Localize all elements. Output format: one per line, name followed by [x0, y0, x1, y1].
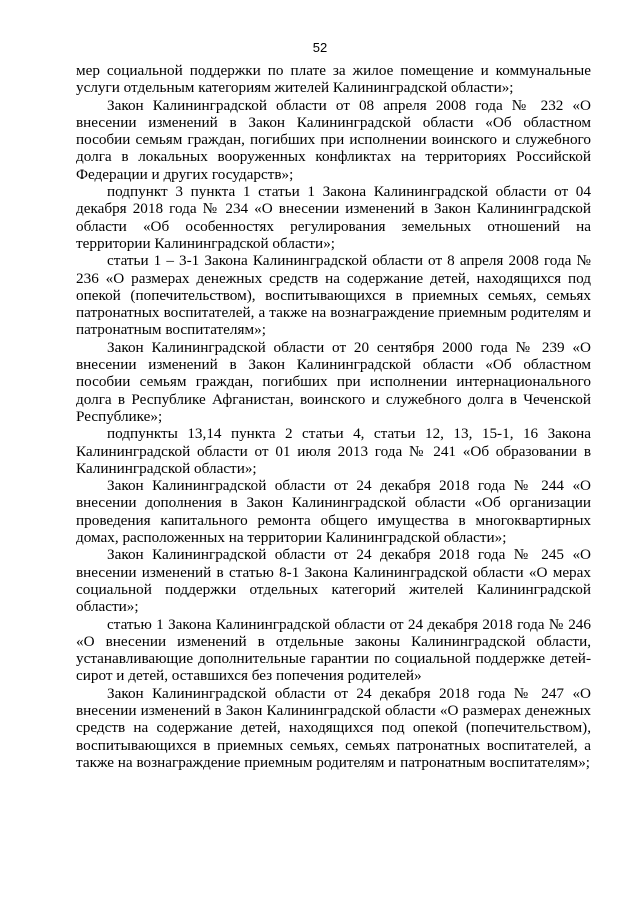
paragraph-law-246: статью 1 Закона Калининградской области от 24 декабря 2018 года № 246 «О внесении изменений в отдельные законы Калининградской области, устанавливающие дополнительные гарантии по социальной поддержке детей-сирот и детей, оставшихся без попечения родителей» [76, 615, 591, 685]
paragraph-law-236: статьи 1 – 3-1 Закона Калининградской области от 8 апреля 2008 года № 236 «О размерах денежных средств на содержание детей, находящихся под опекой (попечительством), воспитывающихся в приемных семьях, семьях патронатных воспитателей, а также на вознаграждение приемным родителям и патронатным воспитателям»; [76, 252, 591, 339]
paragraph-law-247: Закон Калининградской области от 24 декабря 2018 года № 247 «О внесении изменений в Закон Калининградской области «О размерах денежных средств на содержание детей, находящихся под опекой (попечительством), воспитывающихся в приемных семьях, семьях патронатных воспитателей, а также на вознаграждение приемным родителям и патронатным воспитателям»; [76, 684, 591, 771]
paragraph-law-245: Закон Калининградской области от 24 декабря 2018 года № 245 «О внесении изменений в статью 8-1 Закона Калининградской области «О мерах социальной поддержки отдельных категорий жителей Калининградской области»; [76, 546, 591, 616]
page-number: 52 [312, 40, 328, 55]
document-body [76, 62, 591, 771]
paragraph-law-244: Закон Калининградской области от 24 декабря 2018 года № 244 «О внесении дополнения в Закон Калининградской области «Об организации проведения капитального ремонта общего имущества в многоквартирных домах, расположенных на территории Калининградской области»; [76, 477, 591, 547]
paragraph-law-234: подпункт 3 пункта 1 статьи 1 Закона Калининградской области от 04 декабря 2018 года № 234 «О внесении изменений в Закон Калининградской области «Об особенностях регулирования земельных отношений на территории Калининградской области»; [76, 183, 591, 252]
paragraph-law-239: Закон Калининградской области от 20 сентября 2000 года № 239 «О внесении изменений в Закон Калининградской области «Об областном пособии семьям граждан, погибших при исполнении интернационального долга в Республике Афганистан, воинского и служебного долга в Чеченской Республике»; [76, 338, 591, 425]
paragraph-law-241: подпункты 13,14 пункта 2 статьи 4, статьи 12, 13, 15-1, 16 Закона Калининградской области от 01 июля 2013 года № 241 «Об образовании в Калининградской области»; [76, 425, 591, 477]
paragraph-law-232: Закон Калининградской области от 08 апреля 2008 года № 232 «О внесении изменений в Закон Калининградской области «Об областном пособии семьям граждан, погибших при исполнении воинского и служебного долга в локальных вооруженных конфликтах на территориях Российской Федерации и других государств»; [76, 96, 591, 183]
paragraph-continuation: мер социальной поддержки по плате за жилое помещение и коммунальные услуги отдельным категориям жителей Калининградской области»; [76, 62, 591, 97]
